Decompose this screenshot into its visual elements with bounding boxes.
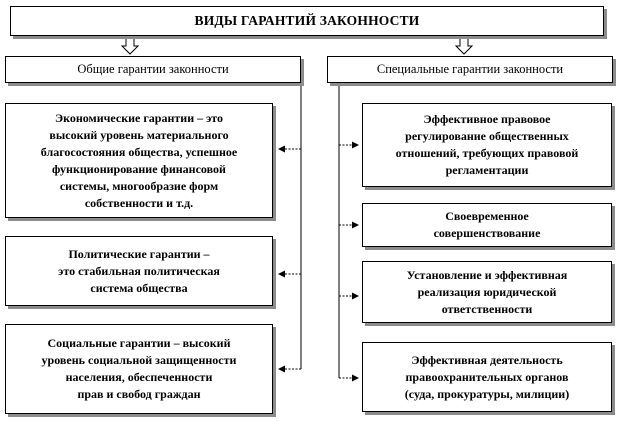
- special-guarantees-heading: [327, 56, 613, 83]
- text-line: Экономические гарантии – это: [54, 110, 224, 125]
- text-line: отношений, требующих правовой: [395, 146, 579, 160]
- text-line: Эффективная деятельность: [411, 352, 563, 367]
- text-line: система общества: [90, 280, 188, 295]
- diagram-title: [10, 6, 604, 36]
- text-line: это стабильная политическая: [58, 263, 220, 278]
- right-trunk: [339, 84, 358, 378]
- text-line: населения, обеспеченности: [65, 370, 213, 384]
- text-line: Эффективное правовое: [423, 112, 551, 126]
- text-line: регламентации: [445, 163, 529, 177]
- text-line: прав и свобод граждан: [77, 387, 201, 401]
- text-line: Своевременное: [445, 209, 529, 223]
- text-line: высокий уровень материального: [49, 127, 229, 142]
- general-heading-text: Общие гарантии законности: [77, 62, 229, 76]
- text-line: функционирование финансовой: [52, 161, 226, 176]
- text-line: совершенствование: [433, 226, 541, 240]
- left-trunk: [279, 84, 301, 369]
- diagram-title-text: ВИДЫ ГАРАНТИЙ ЗАКОННОСТИ: [194, 13, 420, 28]
- timely-improvement-box: [362, 203, 612, 247]
- title-down-arrow-right: [456, 38, 472, 54]
- special-heading-text: Специальные гарантии законности: [376, 62, 564, 76]
- legal-regulation-box: [362, 103, 612, 187]
- political-guarantees-box: [5, 236, 273, 306]
- text-line: Социальные гарантии – высокий: [47, 336, 231, 350]
- text-line: благосостояния общества, успешное: [40, 144, 238, 159]
- general-guarantees-heading: [5, 56, 301, 83]
- text-line: собственности и т.д.: [84, 195, 194, 210]
- text-line: системы, многообразие форм: [59, 178, 219, 193]
- text-line: Политические гарантии –: [68, 246, 210, 261]
- legal-responsibility-box: [362, 261, 612, 323]
- text-line: уровень социальной защищенности: [41, 353, 237, 367]
- text-line: реализация юридической: [417, 284, 557, 299]
- text-line: Установление и эффективная: [406, 267, 568, 282]
- text-line: ответственности: [441, 301, 533, 316]
- economic-guarantees-box: [5, 103, 273, 218]
- text-line: правоохранительных органов: [405, 369, 569, 384]
- text-line: (суда, прокуратуры, милиции): [404, 386, 570, 401]
- text-line: регулирование общественных: [405, 129, 569, 143]
- law-enforcement-box: [362, 342, 612, 412]
- social-guarantees-box: [5, 324, 273, 414]
- title-down-arrow-left: [122, 38, 138, 54]
